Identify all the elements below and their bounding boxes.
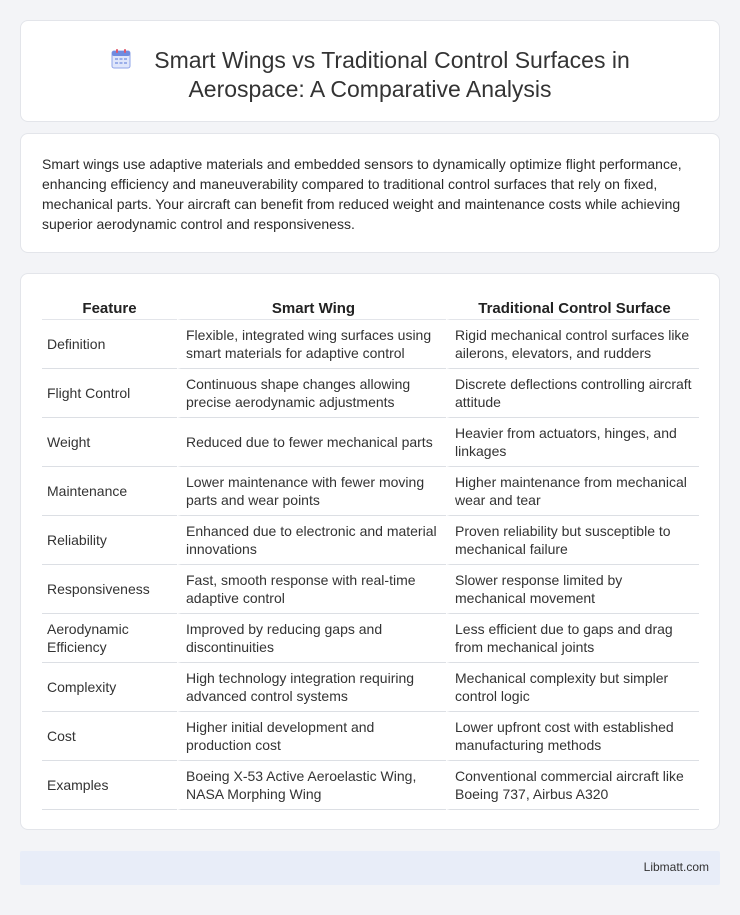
table-row [42, 467, 699, 516]
table-row [42, 565, 699, 614]
feature-cell: Reliability [42, 516, 177, 565]
title-card [20, 20, 720, 122]
column-header-feature: Feature [42, 297, 177, 320]
feature-cell: Maintenance [42, 467, 177, 516]
smart-wing-cell: Continuous shape changes allowing precise aerodynamic adjustments [177, 369, 446, 418]
feature-cell: Weight [42, 418, 177, 467]
smart-wing-cell: Lower maintenance with fewer moving parts and wear points [177, 467, 446, 516]
table-row [42, 712, 699, 761]
feature-cell: Complexity [42, 663, 177, 712]
footer-bar [20, 851, 720, 885]
title-line-2: Aerospace: A Comparative Analysis [188, 76, 552, 102]
traditional-cell: Discrete deflections controlling aircraft attitude [446, 369, 699, 418]
comparison-card [20, 273, 720, 830]
table-row [42, 614, 699, 663]
feature-cell: Responsiveness [42, 565, 177, 614]
intro-paragraph: Smart wings use adaptive materials and embedded sensors to dynamically optimize flight performance, enhancing efficiency and maneuverability compared to traditional control surfaces that rely on fixed, mechanical parts. Your aircraft can benefit from reduced weight and maintenance costs while achieving superior aerodynamic control and responsiveness. [42, 156, 682, 232]
table-row [42, 320, 699, 369]
smart-wing-cell: Flexible, integrated wing surfaces using smart materials for adaptive control [177, 320, 446, 369]
traditional-cell: Rigid mechanical control surfaces like ailerons, elevators, and rudders [446, 320, 699, 369]
table-header-row [42, 297, 699, 320]
feature-cell: Aerodynamic Efficiency [42, 614, 177, 663]
traditional-cell: Higher maintenance from mechanical wear and tear [446, 467, 699, 516]
traditional-cell: Slower response limited by mechanical movement [446, 565, 699, 614]
column-header-traditional: Traditional Control Surface [446, 297, 699, 320]
table-row [42, 663, 699, 712]
intro-card [20, 133, 720, 253]
page-title [21, 46, 719, 104]
traditional-cell: Conventional commercial aircraft like Boeing 737, Airbus A320 [446, 761, 699, 810]
table-row [42, 369, 699, 418]
traditional-cell: Proven reliability but susceptible to mechanical failure [446, 516, 699, 565]
smart-wing-cell: Higher initial development and production cost [177, 712, 446, 761]
smart-wing-cell: Boeing X-53 Active Aeroelastic Wing, NASA Morphing Wing [177, 761, 446, 810]
traditional-cell: Less efficient due to gaps and drag from mechanical joints [446, 614, 699, 663]
table-row [42, 516, 699, 565]
table-row [42, 761, 699, 810]
smart-wing-cell: High technology integration requiring advanced control systems [177, 663, 446, 712]
calendar-icon [110, 48, 132, 70]
feature-cell: Flight Control [42, 369, 177, 418]
smart-wing-cell: Enhanced due to electronic and material innovations [177, 516, 446, 565]
smart-wing-cell: Fast, smooth response with real-time adaptive control [177, 565, 446, 614]
smart-wing-cell: Reduced due to fewer mechanical parts [177, 418, 446, 467]
feature-cell: Cost [42, 712, 177, 761]
table-row [42, 418, 699, 467]
feature-cell: Definition [42, 320, 177, 369]
smart-wing-cell: Improved by reducing gaps and discontinuities [177, 614, 446, 663]
traditional-cell: Lower upfront cost with established manufacturing methods [446, 712, 699, 761]
column-header-smart-wing: Smart Wing [177, 297, 446, 320]
feature-cell: Examples [42, 761, 177, 810]
traditional-cell: Mechanical complexity but simpler control logic [446, 663, 699, 712]
traditional-cell: Heavier from actuators, hinges, and linkages [446, 418, 699, 467]
title-line-1: Smart Wings vs Traditional Control Surfaces in [154, 47, 630, 73]
footer-site-link[interactable]: Libmatt.com [643, 860, 709, 874]
comparison-table [42, 297, 699, 810]
